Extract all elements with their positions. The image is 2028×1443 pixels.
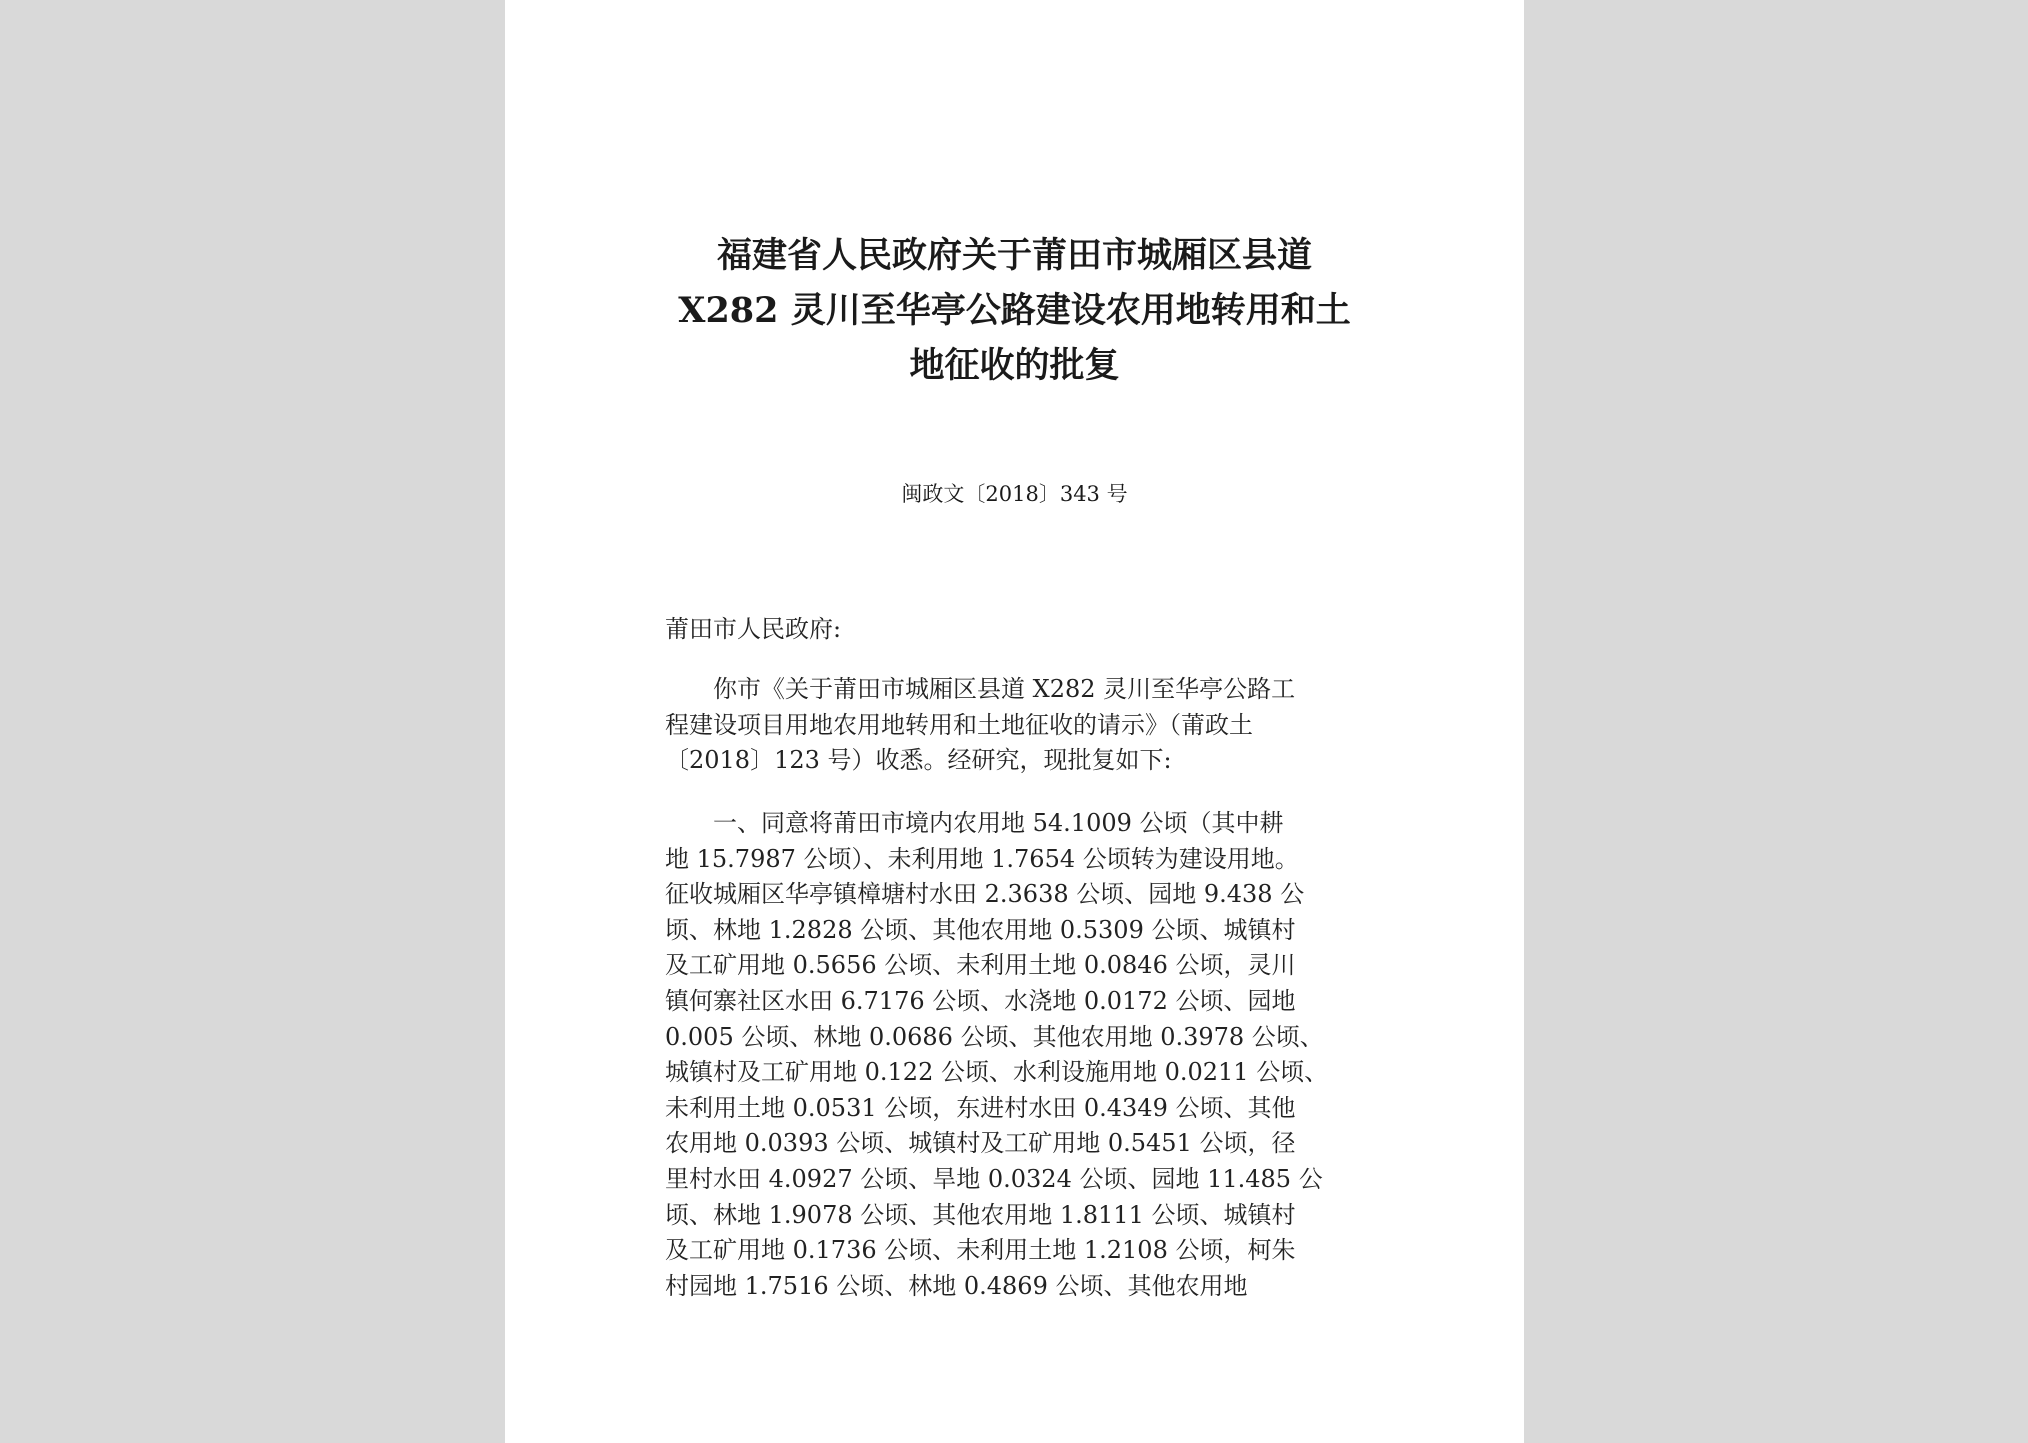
text-line: 未利用土地 0.0531 公顷，东进村水田 0.4349 公顷、其他 <box>665 1093 1296 1122</box>
paragraph-item-one <box>665 806 1365 1304</box>
document-number: 闽政文〔2018〕343 号 <box>901 482 1128 506</box>
text-line: 镇何寨社区水田 6.7176 公顷、水浇地 0.0172 公顷、园地 <box>665 986 1296 1015</box>
document-page <box>505 0 1524 1443</box>
addressee: 莆田市人民政府: <box>665 615 842 643</box>
title-line: 地征收的批复 <box>909 345 1120 386</box>
paragraph-intro <box>665 672 1365 779</box>
text-line: 征收城厢区华亭镇樟塘村水田 2.3638 公顷、园地 9.438 公 <box>665 880 1305 909</box>
text-line: 城镇村及工矿用地 0.122 公顷、水利设施用地 0.0211 公顷、 <box>665 1058 1329 1087</box>
text-line: 一、同意将莆田市境内农用地 54.1009 公顷（其中耕 <box>665 809 1284 837</box>
text-line: 及工矿用地 0.5656 公顷、未利用土地 0.0846 公顷，灵川 <box>665 951 1296 980</box>
text-line: 顷、林地 1.2828 公顷、其他农用地 0.5309 公顷、城镇村 <box>665 915 1296 944</box>
title-line: 福建省人民政府关于莆田市城厢区县道 <box>716 235 1312 276</box>
text-line: 0.005 公顷、林地 0.0686 公顷、其他农用地 0.3978 公顷、 <box>665 1022 1324 1051</box>
text-line: 〔2018〕123 号）收悉。经研究，现批复如下: <box>665 746 1172 774</box>
text-line: 你市《关于莆田市城厢区县道 X282 灵川至华亭公路工 <box>665 675 1296 703</box>
text-line: 农用地 0.0393 公顷、城镇村及工矿用地 0.5451 公顷，径 <box>665 1129 1296 1158</box>
document-title <box>505 228 1524 393</box>
text-line: 村园地 1.7516 公顷、林地 0.4869 公顷、其他农用地 <box>665 1271 1248 1300</box>
text-line: 地 15.7987 公顷）、未利用地 1.7654 公顷转为建设用地。 <box>665 844 1299 873</box>
text-line: 程建设项目用地农用地转用和土地征收的请示》（莆政土 <box>665 710 1253 739</box>
text-line: 顷、林地 1.9078 公顷、其他农用地 1.8111 公顷、城镇村 <box>665 1200 1296 1229</box>
text-line: 里村水田 4.0927 公顷、旱地 0.0324 公顷、园地 11.485 公 <box>665 1164 1323 1193</box>
title-line: X282 灵川至华亭公路建设农用地转用和土 <box>678 290 1351 331</box>
text-line: 及工矿用地 0.1736 公顷、未利用土地 1.2108 公顷，柯朱 <box>665 1236 1296 1265</box>
